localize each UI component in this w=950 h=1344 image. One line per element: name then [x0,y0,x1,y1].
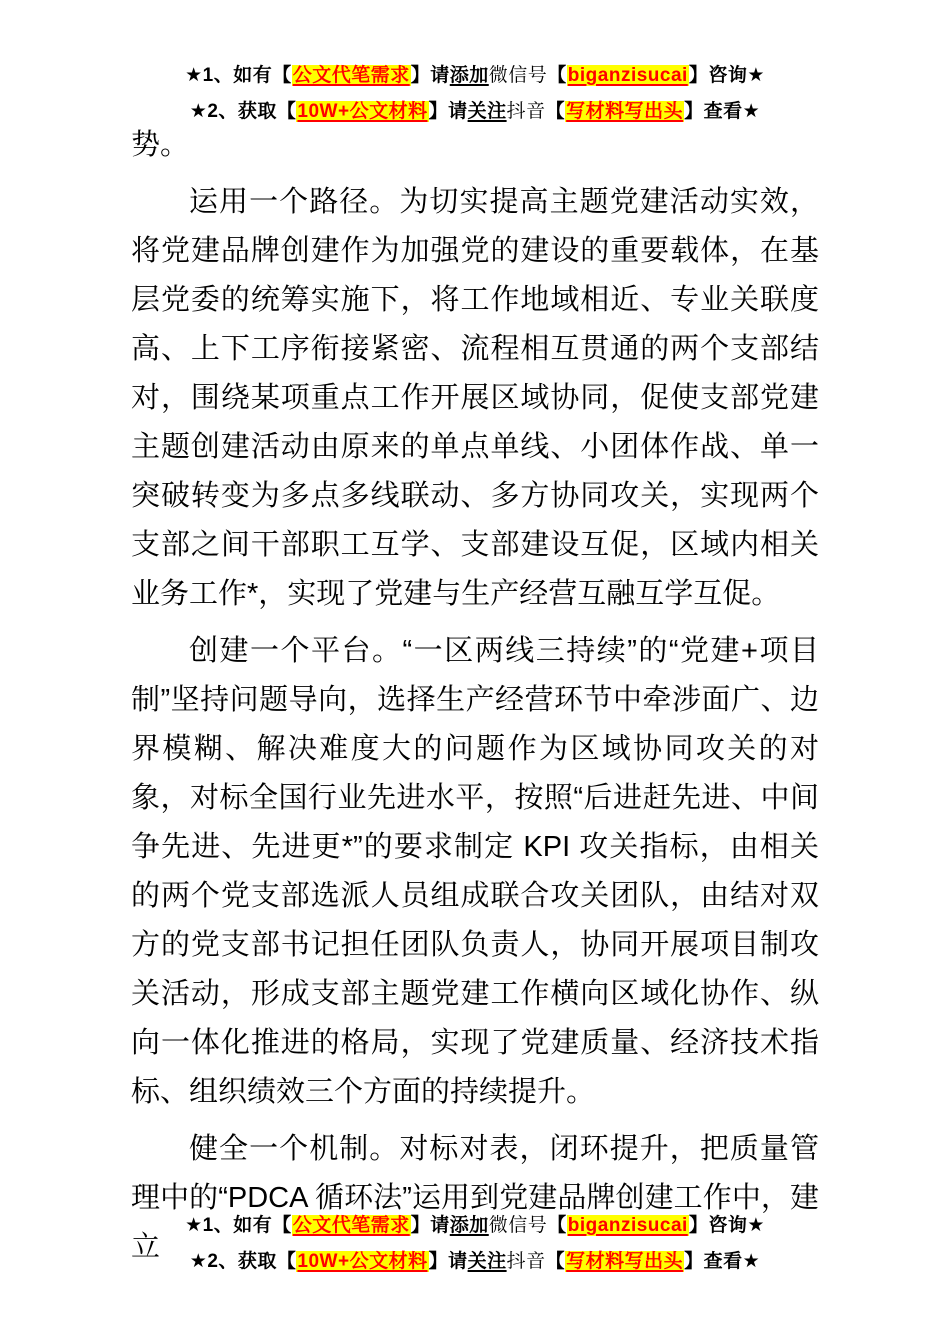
promo1-prefix: ★1、如有【 [185,65,292,86]
promo2-underline-follow: 关注 [467,101,507,122]
promo1-wechat-label: 微信号 [488,65,548,86]
promo2-bracket-open-id: 【 [545,101,566,122]
promo1-highlight-wechat-id: biganzisucai [567,1215,688,1236]
promo1-bracket-open-id: 【 [547,65,567,86]
promo1-bracket-close-request: 】请 [410,65,450,86]
promo-line-1 [0,1208,950,1244]
paragraph-3: 健全一个机制。对标对表，闭环提升，把质量管理中的“PDCA 循环法”运用到党建品牌创建工作中，建立 [131,1133,819,1263]
promo1-wechat-label: 微信号 [488,1215,548,1236]
promo1-prefix: ★1、如有【 [185,1215,292,1236]
promo-line-2 [0,1244,950,1280]
promo1-underline-add: 添加 [449,1215,489,1236]
promo2-douyin-label: 抖音 [506,101,546,122]
promo2-underline-follow: 关注 [467,1251,507,1272]
document-body [131,121,819,1280]
promo2-prefix: ★2、获取【 [189,101,297,122]
promo2-douyin-label: 抖音 [506,1251,546,1272]
promo1-bracket-close-request: 】请 [410,1215,450,1236]
paragraph-0: 势。 [131,129,190,161]
promo2-bracket-close-request: 】请 [428,1251,468,1272]
promo2-bracket-open-id: 【 [545,1251,566,1272]
promo2-suffix: 】查看★ [684,1251,761,1272]
promo1-suffix: 】咨询★ [688,65,765,86]
promo1-underline-add: 添加 [449,65,489,86]
paragraph-2: 创建一个平台。“一区两线三持续”的“党建+项目制”坚持问题导向，选择生产经营环节中牵涉面广、边界模糊、解决难度大的问题作为区域协同攻关的对象，对标全国行业先进水平，按照“后进赶先进、中间争先进、先进更*”的要求制定 KPI 攻关指标，由相关的两个党支部选派人员组成联合攻关团队，由结对双方的党支部书记担任团队负责人，协同开展项目制攻关活动，形成支部主题党建工作横向区域化协作、纵向一体化推进的格局，实现了党建质量、经济技术指标、组织绩效三个方面的持续提升。 [131,635,819,1108]
promo1-highlight-wechat-id: biganzisucai [567,65,688,86]
promo1-highlight-service: 公文代笔需求 [292,1215,410,1236]
promo1-highlight-service: 公文代笔需求 [292,65,410,86]
footer-promo [0,1208,950,1280]
header-promo [0,58,950,130]
promo2-highlight-douyin-id: 写材料写出头 [566,1251,684,1272]
promo-line-1 [0,58,950,94]
promo1-bracket-open-id: 【 [547,1215,567,1236]
promo2-highlight-materials: 10W+公文材料 [297,1251,428,1272]
promo2-suffix: 】查看★ [684,101,761,122]
promo2-bracket-close-request: 】请 [428,101,468,122]
promo2-prefix: ★2、获取【 [189,1251,297,1272]
promo2-highlight-douyin-id: 写材料写出头 [566,101,684,122]
paragraph-1: 运用一个路径。为切实提高主题党建活动实效，将党建品牌创建作为加强党的建设的重要载体，在基层党委的统筹实施下，将工作地域相近、专业关联度高、上下工序衔接紧密、流程相互贯通的两个支部结对，围绕某项重点工作开展区域协同，促使支部党建主题创建活动由原来的单点单线、小团体作战、单一突破转变为多点多线联动、多方协同攻关，实现两个支部之间干部职工互学、支部建设互促，区域内相关业务工作*，实现了党建与生产经营互融互学互促。 [131,186,819,610]
promo2-highlight-materials: 10W+公文材料 [297,101,428,122]
promo1-suffix: 】咨询★ [688,1215,765,1236]
